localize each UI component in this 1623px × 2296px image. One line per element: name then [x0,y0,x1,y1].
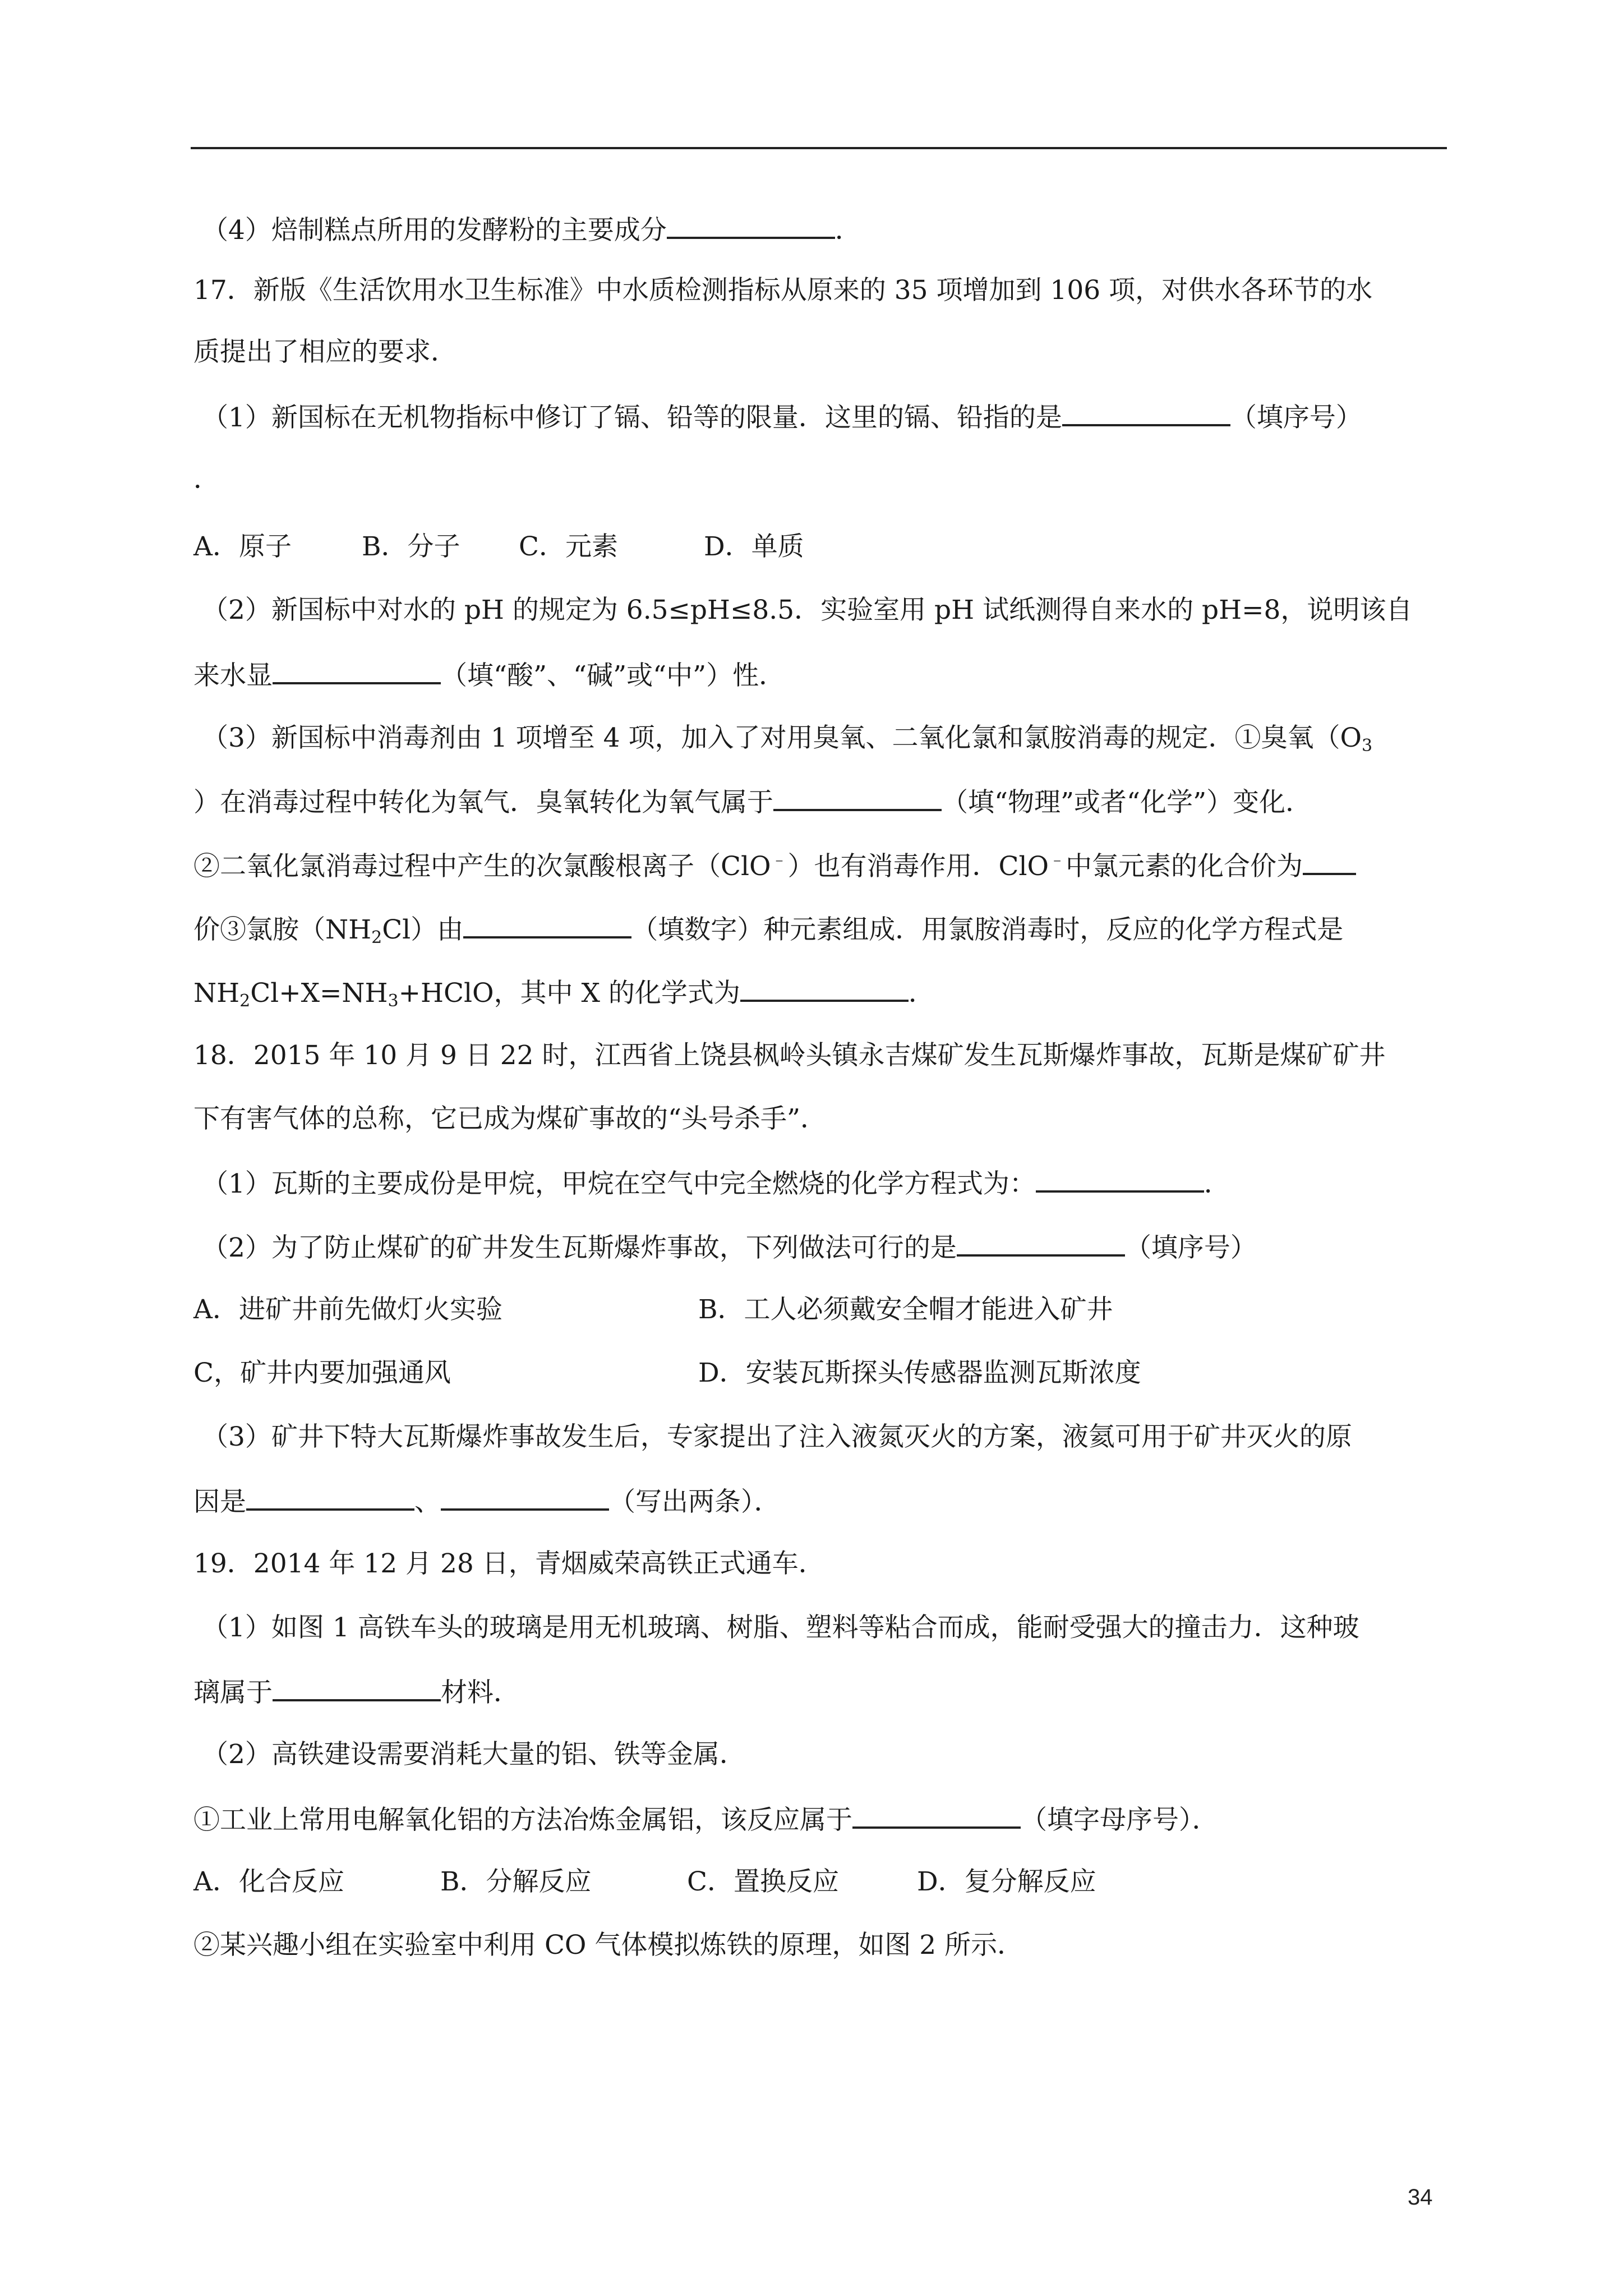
q18-options-row2 [193,1356,1141,1390]
q17-stem-line1: 17．新版《生活饮用水卫生标准》中水质检测指标从原来的 35 项增加到 106 项，对供水各环节的水 [193,275,1373,306]
q17-part1 [202,399,1362,435]
q18-part1-text: （1）瓦斯的主要成份是甲烷，甲烷在空气中完全燃烧的化学方程式为： [202,1168,1036,1199]
q17-part3-line1 [202,721,1372,755]
q17-part3-line3 [193,848,1356,884]
q19-part1-line1: （1）如图 1 高铁车头的玻璃是用无机玻璃、树脂、塑料等粘合而成，能耐受强大的撞击力．这种玻 [202,1612,1359,1643]
subscript: 2 [371,928,382,947]
q18-option-a: A．进矿井前先做灯火实验 [193,1294,502,1325]
q18-part3-sep: 、 [414,1487,441,1517]
q19-part2: （2）高铁建设需要消耗大量的铝、铁等金属． [202,1739,746,1770]
q18-part3-line1: （3）矿井下特大瓦斯爆炸事故发生后，专家提出了注入液氮灭火的方案，液氦可用于矿井灭火的原 [202,1421,1352,1452]
q16-part4-text: （4）焙制糕点所用的发酵粉的主要成分 [202,215,667,246]
q17-part3-line5 [193,975,935,1010]
q16-part4 [202,212,861,247]
q18-stem-line2: 下有害气体的总称，它已成为煤矿事故的“头号杀手”． [193,1103,827,1134]
q17-option-c: C．元素 [519,531,618,562]
q19-part2-sub1-hint: （填字母序号）． [1021,1805,1219,1835]
q17-part3-text7: Cl）由 [382,914,464,945]
formula-text: +HClO，其中 X 的化学式为 [398,978,740,1009]
q19-option-c: C．置换反应 [687,1866,839,1897]
q17-option-b: B．分子 [362,531,460,562]
q17-stem-line2: 质提出了相应的要求． [193,337,457,367]
q19-part2-sub1-text: ①工业上常用电解氧化铝的方法冶炼金属铝，该反应属于 [193,1805,852,1835]
q17-part2-line1: （2）新国标中对水的 pH 的规定为 6.5≤pH≤8.5．实验室用 pH 试纸测得自来水的 pH=8，说明该自 [202,595,1413,625]
q19-part2-sub1 [193,1802,1219,1837]
subscript: 2 [239,991,251,1011]
q18-options-row1 [193,1293,1113,1327]
formula-text: Cl+X=NH [250,978,388,1009]
q18-part3-line2 [193,1484,781,1519]
q18-part2 [202,1230,1257,1265]
q16-part4-end: ． [834,215,861,246]
answer-blank[interactable] [273,657,441,684]
q17-part3-text5: 中氯元素的化合价为 [1066,851,1303,882]
answer-blank[interactable] [1062,399,1230,426]
page-number: 34 [1408,2185,1433,2210]
q17-part1-text: （1）新国标在无机物指标中修订了镉、铅等的限量．这里的镉、铅指的是 [202,402,1062,433]
q18-stem-line1: 18．2015 年 10 月 9 日 22 时，江西省上饶县枫岭头镇永吉煤矿发生瓦斯爆炸事故，瓦斯是煤矿矿井 [193,1040,1386,1071]
q19-part1-line2 [193,1674,520,1710]
answer-blank[interactable] [246,1484,414,1511]
formula-end: ． [908,978,935,1009]
answer-blank[interactable] [463,912,631,938]
q17-options [193,530,804,564]
q18-option-d: D．安装瓦斯探头传感器监测瓦斯浓度 [698,1358,1141,1388]
q18-part1 [202,1166,1230,1201]
q17-part3-line2 [193,784,1312,820]
q19-stem: 19．2014 年 12 月 28 日，青烟威荣高铁正式通车． [193,1548,825,1579]
q17-part3-text6: 价③氯胺（NH [193,914,372,945]
q17-option-a: A．原子 [193,531,292,562]
subscript: 3 [388,991,399,1011]
q18-part3-text: 因是 [193,1487,246,1517]
q17-part3-text: （3）新国标中消毒剂由 1 项增至 4 项，加入了对用臭氧、二氧化氯和氯胺消毒的规定．①臭氧（O [202,723,1362,753]
answer-blank[interactable] [1036,1166,1204,1193]
answer-blank[interactable] [740,975,909,1002]
q18-part1-end: ． [1204,1168,1230,1199]
q18-option-b: B．工人必须戴安全帽才能进入矿井 [698,1294,1113,1325]
subscript: 3 [1362,736,1373,756]
header-rule [191,147,1447,149]
answer-blank[interactable] [441,1484,609,1511]
answer-blank[interactable] [957,1230,1125,1257]
answer-blank[interactable] [852,1802,1021,1829]
q19-option-b: B．分解反应 [440,1866,592,1897]
answer-blank[interactable] [1303,848,1356,875]
q19-part2-sub2: ②某兴趣小组在实验室中利用 CO 气体模拟炼铁的原理，如图 2 所示． [193,1930,1024,1961]
q17-part1-hint: （填序号） [1230,402,1362,433]
q17-part2-text: 来水显 [193,660,273,691]
q17-part2-hint: （填“酸”、“碱”或“中”）性． [441,660,786,691]
answer-blank[interactable] [273,1674,441,1701]
q17-part3-text8: （填数字）种元素组成．用氯胺消毒时，反应的化学方程式是 [631,914,1344,945]
q19-options [193,1865,1096,1899]
q19-part1-text: 璃属于 [193,1677,273,1708]
q17-part3-line4 [193,912,1343,947]
q17-part3-text4: ）也有消毒作用．ClO [787,851,1049,882]
superscript: ﹣ [1049,850,1066,869]
q17-part3-hint: （填“物理”或者“化学”）变化． [942,787,1312,818]
q17-part2-line2 [193,657,785,693]
q19-option-a: A．化合反应 [193,1866,344,1897]
answer-blank[interactable] [667,212,835,239]
q19-option-d: D．复分解反应 [917,1866,1096,1897]
q17-part1-end: ． [193,464,220,495]
q19-part1-end: 材料． [441,1677,520,1708]
q18-part2-text: （2）为了防止煤矿的矿井发生瓦斯爆炸事故，下列做法可行的是 [202,1232,957,1263]
formula-text: NH [193,978,240,1009]
q17-part3-text2: ）在消毒过程中转化为氧气．臭氧转化为氧气属于 [193,787,773,818]
q18-part3-hint: （写出两条）． [609,1487,781,1517]
superscript: ﹣ [771,850,788,869]
q18-option-c: C，矿井内要加强通风 [193,1358,451,1388]
answer-blank[interactable] [773,784,942,811]
q18-part2-hint: （填序号） [1124,1232,1257,1263]
q17-option-d: D．单质 [704,531,804,562]
q17-part3-text3: ②二氧化氯消毒过程中产生的次氯酸根离子（ClO [193,851,771,882]
